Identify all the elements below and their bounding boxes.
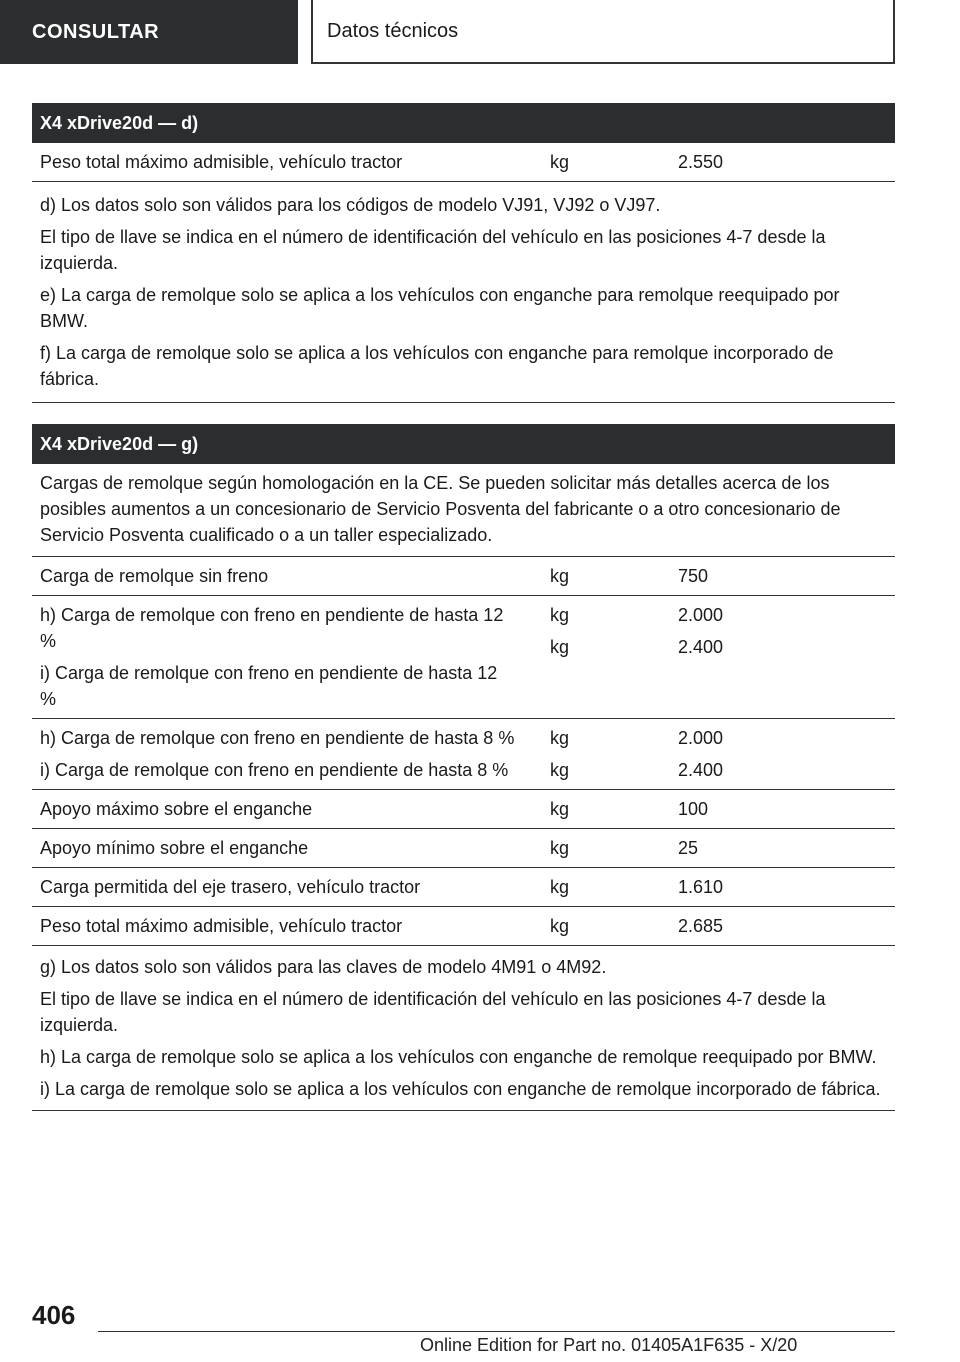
- table-row: [32, 790, 895, 829]
- table-row: [32, 143, 895, 182]
- note: El tipo de llave se indica en el número de identificación del vehículo en las posiciones 4-7 desde la izquierda.: [40, 989, 826, 1035]
- row-label: i) Carga de remolque con freno en pendiente de hasta 12 %: [40, 663, 498, 709]
- note: e) La carga de remolque solo se aplica a los vehículos con enganche para remolque reequipado por BMW.: [40, 285, 840, 331]
- page-title: [311, 0, 895, 64]
- row-unit: kg: [550, 760, 570, 780]
- table-row: [32, 829, 895, 868]
- row-value: 2.550: [678, 152, 724, 172]
- note: d) Los datos solo son válidos para los códigos de modelo VJ91, VJ92 o VJ97.: [40, 195, 661, 215]
- table-g-intro: [32, 464, 895, 557]
- note: f) La carga de remolque solo se aplica a los vehículos con enganche para remolque incorporado de fábrica.: [40, 343, 834, 389]
- table-row: [32, 596, 895, 719]
- row-value: 750: [678, 566, 709, 586]
- table-g-notes: [32, 946, 895, 1111]
- row-value: 25: [678, 838, 699, 858]
- row-unit: kg: [550, 799, 570, 819]
- row-unit: kg: [550, 605, 570, 625]
- footer-edition: Online Edition for Part no. 01405A1F635 - X/20: [420, 1335, 798, 1355]
- section-label: CONSULTAR: [32, 20, 160, 43]
- row-unit: kg: [550, 838, 570, 858]
- page-number: 406: [32, 1300, 76, 1330]
- section-tab: [0, 0, 298, 64]
- note: h) La carga de remolque solo se aplica a los vehículos con enganche de remolque reequipado por BMW.: [40, 1047, 877, 1067]
- intro-text: Cargas de remolque según homologación en la CE. Se pueden solicitar más detalles acerca de los posibles aumentos a un concesionario de Servicio Posventa del fabricante o a otro concesionario de Servicio Posventa cualificado o a un taller especializado.: [40, 473, 841, 545]
- row-unit: kg: [550, 728, 570, 748]
- table-d-notes: [32, 182, 895, 403]
- row-value: 2.685: [678, 916, 724, 936]
- row-value: 100: [678, 799, 709, 819]
- note: El tipo de llave se indica en el número de identificación del vehículo en las posiciones 4-7 desde la izquierda.: [40, 227, 826, 273]
- table-g-title: X4 xDrive20d — g): [32, 424, 895, 464]
- row-label: Apoyo máximo sobre el enganche: [40, 799, 313, 819]
- table-g: [32, 424, 895, 1111]
- table-row: [32, 868, 895, 907]
- page-title-text: Datos técnicos: [327, 19, 459, 42]
- row-label: Apoyo mínimo sobre el enganche: [40, 838, 309, 858]
- row-value: 1.610: [678, 877, 724, 897]
- row-unit: kg: [550, 566, 570, 586]
- row-label: Carga permitida del eje trasero, vehículo tractor: [40, 877, 421, 897]
- row-label: Carga de remolque sin freno: [40, 566, 269, 586]
- table-d: [32, 103, 895, 403]
- row-unit: kg: [550, 916, 570, 936]
- row-label: h) Carga de remolque con freno en pendiente de hasta 8 %: [40, 728, 515, 748]
- row-label: Peso total máximo admisible, vehículo tractor: [40, 152, 403, 172]
- row-unit: kg: [550, 637, 570, 657]
- table-row: [32, 719, 895, 790]
- note: i) La carga de remolque solo se aplica a los vehículos con enganche de remolque incorporado de fábrica.: [40, 1079, 881, 1099]
- row-unit: kg: [550, 877, 570, 897]
- row-label: i) Carga de remolque con freno en pendiente de hasta 8 %: [40, 760, 509, 780]
- table-row: [32, 907, 895, 946]
- table-d-title: X4 xDrive20d — d): [32, 103, 895, 143]
- row-label: h) Carga de remolque con freno en pendiente de hasta 12 %: [40, 605, 504, 651]
- row-value: 2.000: [678, 728, 724, 748]
- footer-divider: [98, 1331, 895, 1332]
- table-row: [32, 557, 895, 596]
- row-value: 2.400: [678, 637, 724, 657]
- row-label: Peso total máximo admisible, vehículo tractor: [40, 916, 403, 936]
- row-value: 2.000: [678, 605, 724, 625]
- row-unit: kg: [550, 152, 570, 172]
- row-value: 2.400: [678, 760, 724, 780]
- note: g) Los datos solo son válidos para las claves de modelo 4M91 o 4M92.: [40, 957, 607, 977]
